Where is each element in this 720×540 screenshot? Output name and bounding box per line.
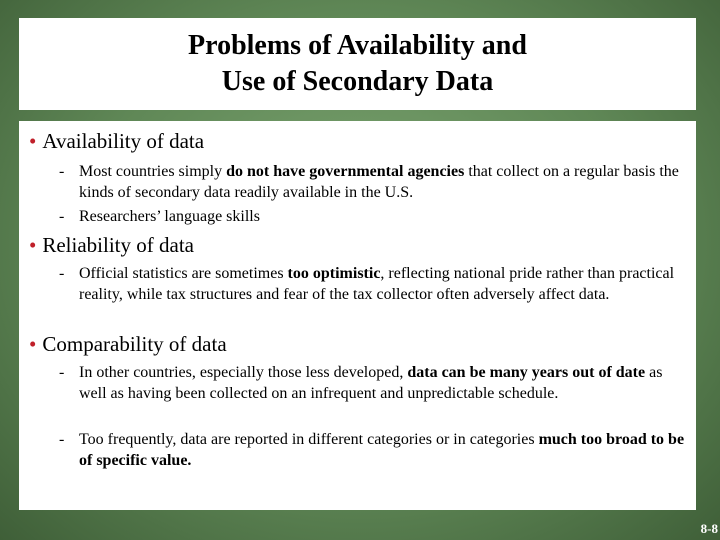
sub-item-text	[59, 206, 689, 227]
dash-marker: -	[59, 431, 65, 448]
sub-item	[59, 429, 689, 471]
bullet-heading: Reliability of data	[42, 233, 194, 257]
bullet-availability	[29, 129, 204, 153]
dash-marker: -	[59, 265, 65, 282]
bold-run: data can be many years out of date	[407, 364, 646, 381]
text-run: Too frequently, data are reported in different categories or in categories	[79, 431, 539, 448]
text-run: Researchers’ language skills	[79, 208, 260, 225]
title-panel	[19, 18, 696, 110]
text-run: that collect on a regular basis the kinds of secondary data readily available in the U.S.	[79, 163, 679, 201]
sub-item-text	[59, 263, 689, 305]
text-run: as well as having been collected on an infrequent and unpredictable schedule.	[79, 364, 663, 402]
content-panel	[19, 121, 696, 510]
text-run: , reflecting national pride rather than practical reality, while tax structures and fear of the tax collector often adversely affect data.	[79, 265, 675, 303]
dash-marker: -	[59, 208, 65, 225]
bullet-dot: •	[29, 233, 37, 257]
sub-item	[59, 362, 689, 404]
sub-item	[59, 206, 689, 227]
dash-marker: -	[59, 364, 65, 381]
dash-marker: -	[59, 163, 65, 180]
page-number: 8-8	[700, 521, 718, 536]
sub-item	[59, 263, 689, 305]
sub-item	[59, 161, 689, 203]
title-line-1: Problems of Availability and	[188, 30, 527, 61]
sub-item-text	[59, 429, 689, 471]
text-run: In other countries, especially those less developed,	[79, 364, 408, 381]
bullet-reliability	[29, 233, 194, 257]
bullet-heading: Availability of data	[42, 129, 205, 153]
bold-run: much too broad to be of specific value.	[79, 431, 685, 469]
sub-item-text	[59, 161, 689, 203]
sub-item-text	[59, 362, 689, 404]
text-run: Most countries simply	[79, 163, 227, 180]
bullet-dot: •	[29, 129, 37, 153]
bullet-dot: •	[29, 332, 37, 356]
slide-title	[188, 28, 527, 100]
bullet-comparability	[29, 332, 227, 356]
title-line-2: Use of Secondary Data	[221, 66, 494, 97]
text-run: Official statistics are sometimes	[79, 265, 288, 282]
bold-run: do not have governmental agencies	[226, 163, 465, 180]
bold-run: too optimistic	[287, 265, 381, 282]
bullet-heading: Comparability of data	[42, 332, 227, 356]
